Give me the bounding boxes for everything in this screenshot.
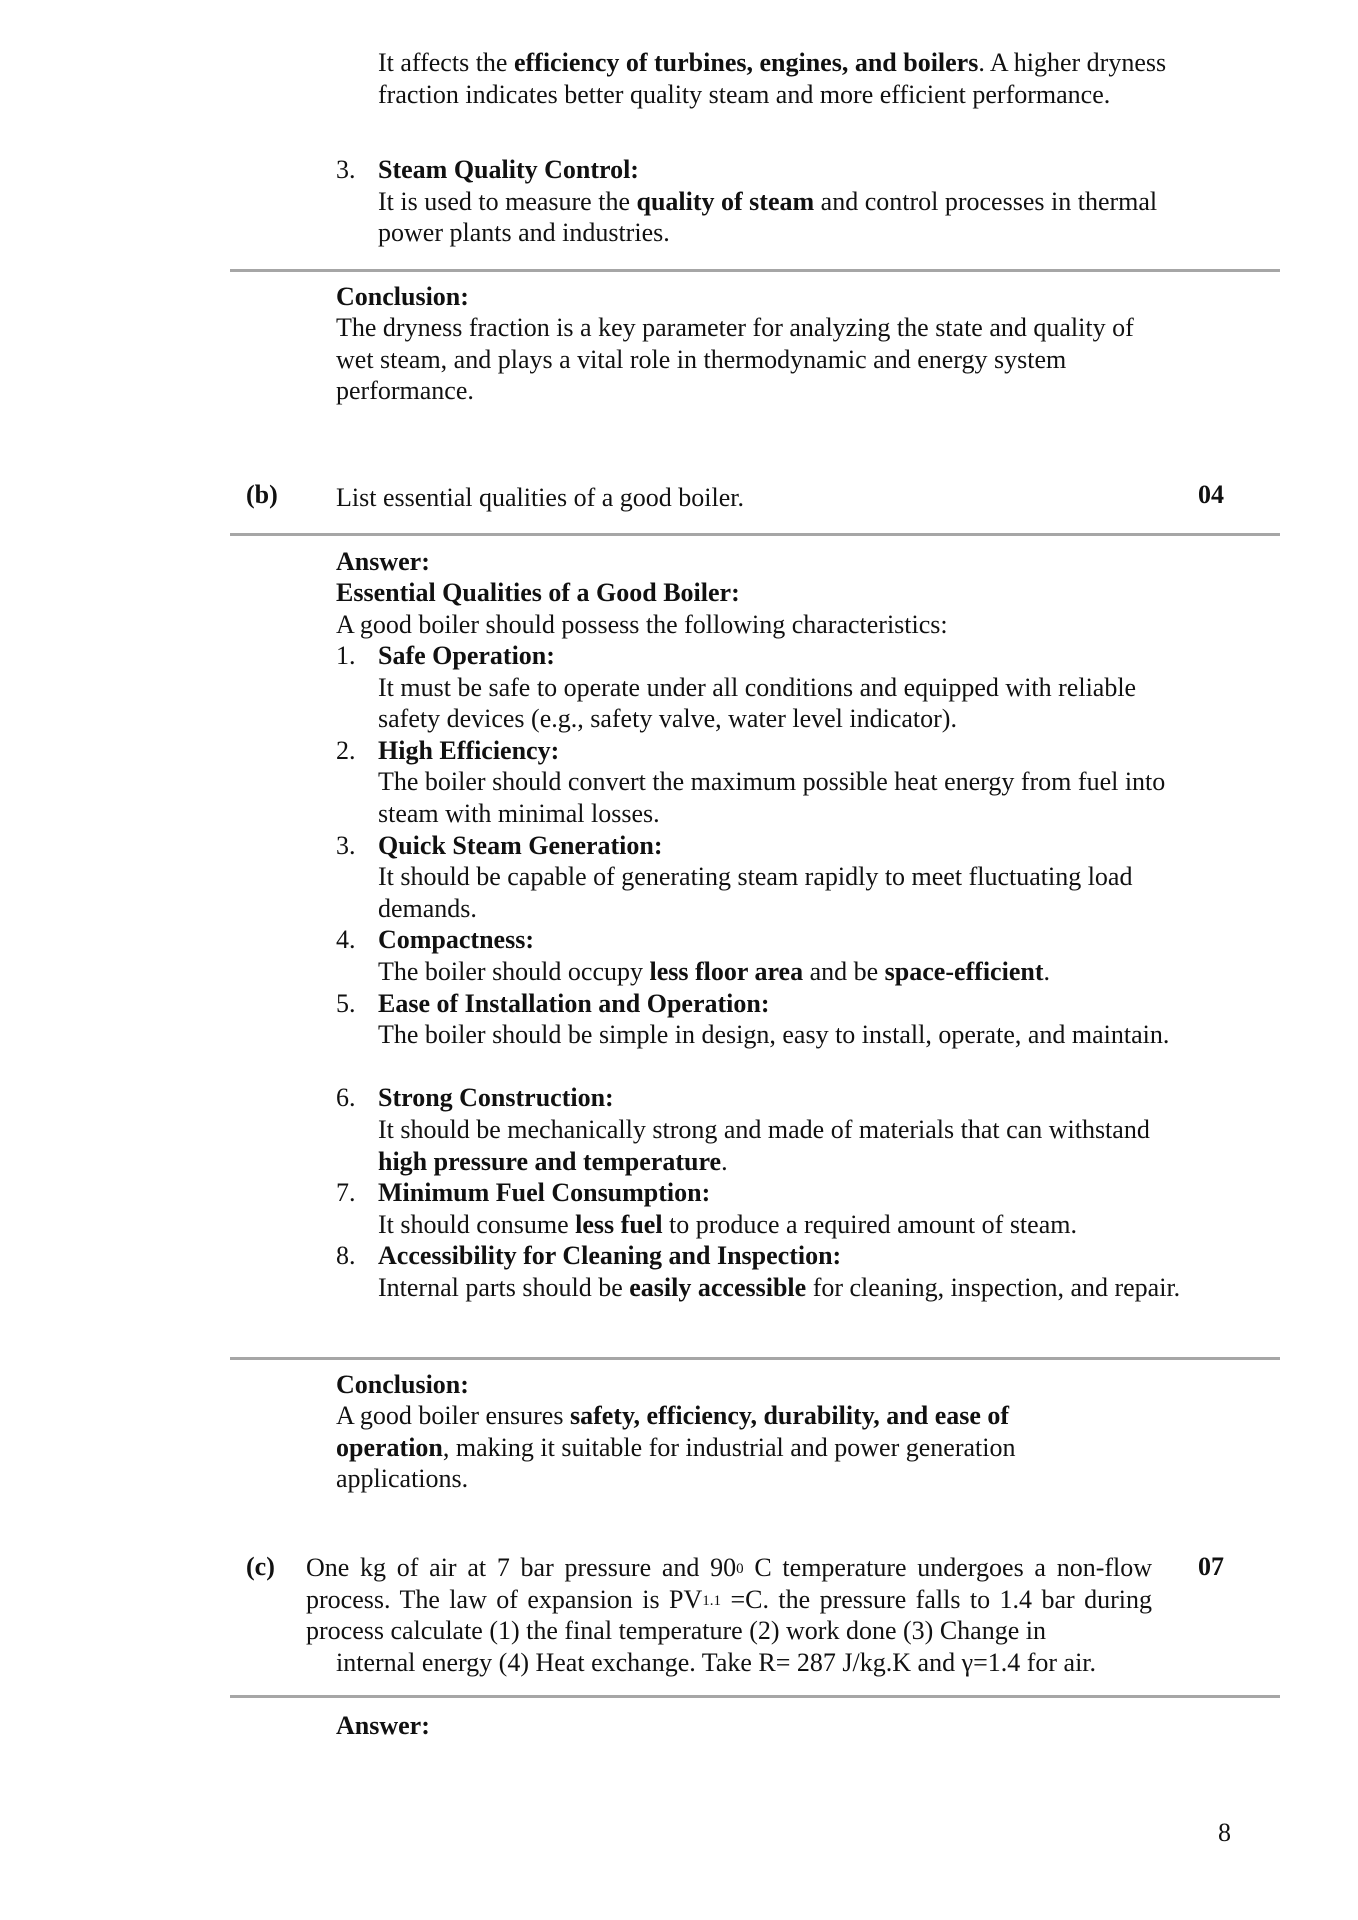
list-item-heading: Compactness:: [378, 925, 534, 955]
text-run: The dryness fraction is a key parameter for analyzing the state and quality of wet steam, and plays a vital role in thermodynamic and energy system performance.: [336, 313, 1134, 406]
list-item-body: [378, 1209, 1198, 1241]
text-run: It should be mechanically strong and made of materials that can withstand: [378, 1114, 1150, 1144]
conclusion-heading: Conclusion:: [336, 282, 469, 311]
bold-text: safety, efficiency, durability, and ease of operation: [336, 1401, 1010, 1462]
list-item-number: 8.: [336, 1241, 356, 1271]
answer-title: Essential Qualities of a Good Boiler:: [336, 578, 740, 607]
bold-text: quality of steam: [636, 186, 815, 216]
superscript: 1.1: [702, 1592, 722, 1609]
bold-text: easily accessible: [629, 1272, 807, 1302]
list-item-number: 1.: [336, 641, 356, 670]
text-run: A good boiler ensures: [336, 1401, 570, 1430]
text-run: It must be safe to operate under all conditions and equipped with reliable safety devices (e.g., safety valve, water level indicator).: [378, 672, 1137, 734]
list-item-heading: High Efficiency:: [378, 735, 560, 765]
section-divider: [230, 533, 1280, 536]
list-item-number: 6.: [336, 1083, 356, 1113]
list-item-number: 4.: [336, 925, 356, 955]
text-run: , making it suitable for industrial and power generation applications.: [336, 1432, 1016, 1494]
list-item-body: [378, 186, 1158, 249]
list-item-number: 3.: [336, 830, 356, 860]
item-2-continuation: [378, 47, 1178, 110]
conclusion-body: [336, 1400, 1076, 1495]
text-run: Internal parts should be: [378, 1272, 630, 1302]
question-text: List essential qualities of a good boiler.: [336, 483, 744, 512]
conclusion-body: [336, 312, 1166, 407]
list-item-number: 7.: [336, 1178, 356, 1208]
question-marks: 04: [1198, 480, 1224, 509]
question-text: [306, 1552, 1152, 1678]
list-item-number: 2.: [336, 735, 356, 765]
text-run: It should consume: [378, 1209, 576, 1239]
list-item-body: [378, 1019, 1198, 1051]
answer-label: Answer:: [336, 547, 430, 576]
list-item-heading: Minimum Fuel Consumption:: [378, 1178, 711, 1208]
answer-intro: A good boiler should possess the following characteristics:: [336, 610, 948, 639]
question-label: (b): [246, 480, 278, 509]
list-item-body: [378, 861, 1198, 924]
text-run: It is used to measure the: [378, 186, 637, 216]
conclusion-heading: Conclusion:: [336, 1370, 469, 1399]
list-item-heading: Safe Operation:: [378, 641, 555, 670]
text-run: It should be capable of generating steam rapidly to meet fluctuating load demands.: [378, 862, 1133, 923]
text-run: to produce a required amount of steam.: [662, 1209, 1077, 1239]
bold-text: space-efficient: [884, 956, 1044, 986]
list-item-body: [378, 956, 1198, 988]
text-run: and be: [803, 956, 885, 986]
list-item-heading: Steam Quality Control:: [378, 155, 639, 184]
list-item-body: [378, 1272, 1198, 1304]
text-run: .: [721, 1146, 728, 1176]
list-item-heading: Quick Steam Generation:: [378, 830, 663, 860]
list-item-heading: Accessibility for Cleaning and Inspection:: [378, 1241, 842, 1271]
text-run: for cleaning, inspection, and repair.: [806, 1272, 1181, 1302]
text-run: C temperature undergoes a non-flow process. The law of expansion is PV: [306, 1553, 1153, 1614]
list-item-body: [378, 672, 1198, 735]
text-run: The boiler should be simple in design, easy to install, operate, and maintain.: [378, 1020, 1170, 1050]
list-item-number: 5.: [336, 988, 356, 1018]
question-marks: 07: [1198, 1552, 1224, 1581]
list-item-body: [378, 1114, 1198, 1177]
text-run: It affects the: [378, 48, 514, 77]
text-run: =C. the pressure falls to 1.4 bar during process calculate (1) the final temperature (2) work done (3) Change in: [306, 1584, 1153, 1646]
question-label: (c): [246, 1552, 275, 1581]
bold-text: less floor area: [649, 956, 804, 986]
bold-text: efficiency of turbines, engines, and boilers: [513, 48, 979, 77]
section-divider: [230, 1695, 1280, 1698]
text-run: The boiler should occupy: [378, 956, 650, 986]
section-divider: [230, 1357, 1280, 1360]
text-run: The boiler should convert the maximum possible heat energy from fuel into steam with minimal losses.: [378, 767, 1166, 828]
page-number: 8: [1218, 1818, 1231, 1847]
question-text-last-line: internal energy (4) Heat exchange. Take R= 287 J/kg.K and γ=1.4 for air.: [336, 1647, 1097, 1677]
text-run: . A higher dryness fraction indicates better quality steam and more efficient performance.: [378, 48, 1167, 109]
list-item-heading: Strong Construction:: [378, 1083, 614, 1113]
text-run: and control processes in thermal power plants and industries.: [378, 186, 1158, 248]
section-divider: [230, 269, 1280, 272]
bold-text: high pressure and temperature: [378, 1146, 722, 1176]
text-run: One kg of air at 7 bar pressure and 90: [306, 1553, 737, 1582]
superscript: 0: [736, 1561, 744, 1577]
answer-label: Answer:: [336, 1711, 430, 1740]
bold-text: less fuel: [575, 1209, 663, 1239]
list-item-body: [378, 766, 1198, 829]
list-item-number: 3.: [336, 155, 356, 184]
list-item-heading: Ease of Installation and Operation:: [378, 988, 770, 1018]
question-text-main: [306, 1553, 1152, 1645]
text-run: .: [1043, 956, 1050, 986]
